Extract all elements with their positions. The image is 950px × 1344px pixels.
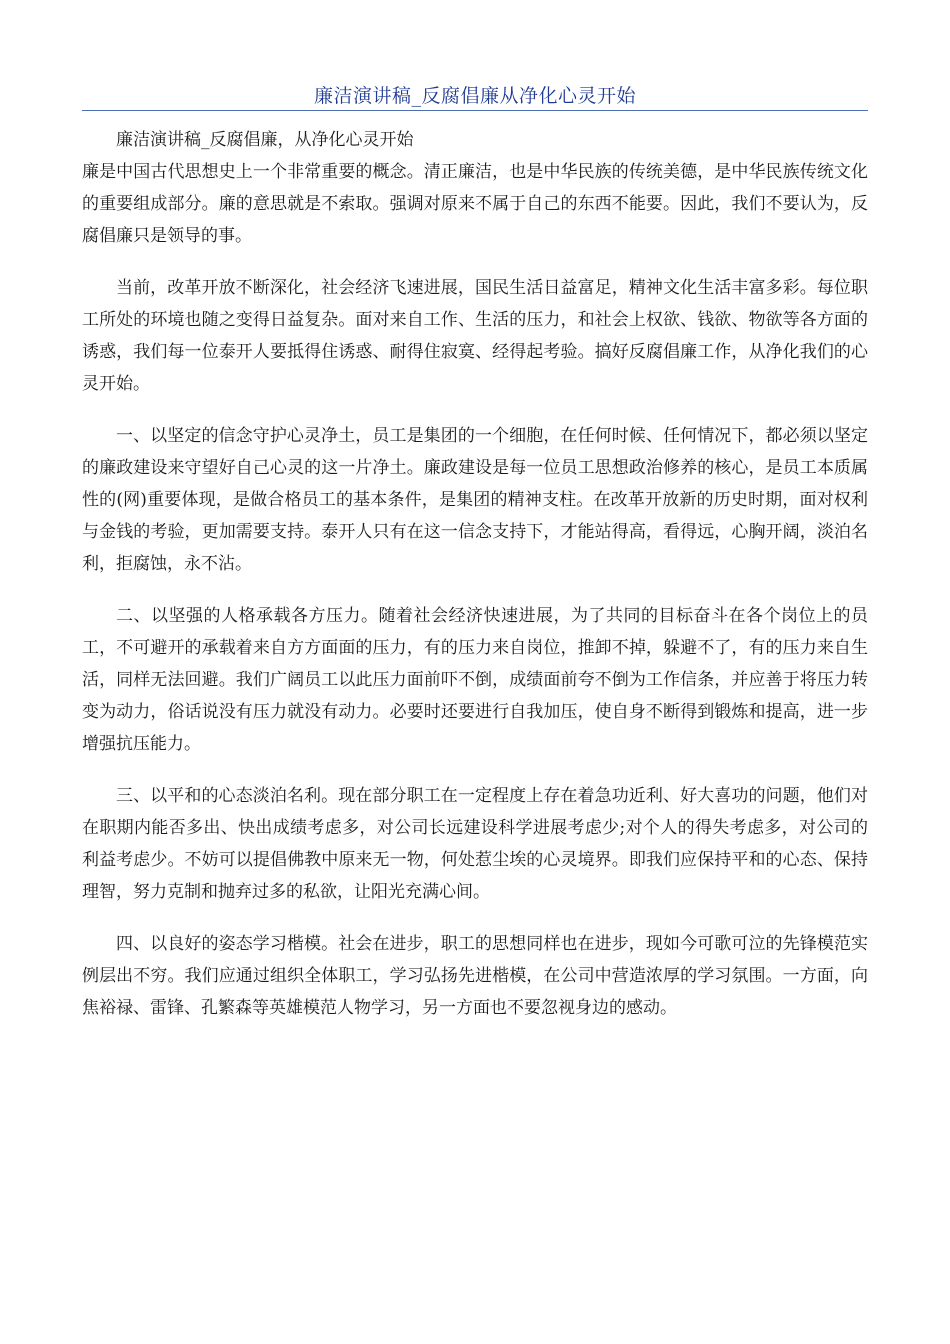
document-body xyxy=(82,124,868,1024)
page-header-title: 廉洁演讲稿_反腐倡廉从净化心灵开始 xyxy=(313,85,636,107)
document-subtitle: 廉洁演讲稿_反腐倡廉，从净化心灵开始 xyxy=(116,130,414,150)
header-divider xyxy=(82,110,868,111)
paragraph-point-one: 一、以坚定的信念守护心灵净土，员工是集团的一个细胞，在任何时候、任何情况下，都必须以坚定的廉政建设来守望好自己心灵的这一片净土。廉政建设是每一位员工思想政治修养的核心，是员工本质属性的(网)重要体现，是做合格员工的基本条件，是集团的精神支柱。在改革开放新的历史时期，面对权利与金钱的考验，更加需要支持。泰开人只有在这一信念支持下，才能站得高，看得远，心胸开阔，淡泊名利，拒腐蚀，永不沾。 xyxy=(82,426,868,574)
paragraph-point-two: 二、以坚强的人格承载各方压力。随着社会经济快速进展，为了共同的目标奋斗在各个岗位上的员工，不可避开的承载着来自方方面面的压力，有的压力来自岗位，推卸不掉，躲避不了，有的压力来自生活，同样无法回避。我们广阔员工以此压力面前吓不倒，成绩面前夸不倒为工作信条，并应善于将压力转变为动力，俗话说没有压力就没有动力。必要时还要进行自我加压，使自身不断得到锻炼和提高，进一步增强抗压能力。 xyxy=(82,606,868,754)
paragraph-intro: 廉是中国古代思想史上一个非常重要的概念。清正廉洁，也是中华民族的传统美德，是中华民族传统文化的重要组成部分。廉的意思就是不索取。强调对原来不属于自己的东西不能要。因此，我们不要认为，反腐倡廉只是领导的事。 xyxy=(82,162,868,246)
paragraph-point-three: 三、以平和的心态淡泊名利。现在部分职工在一定程度上存在着急功近利、好大喜功的问题，他们对在职期内能否多出、快出成绩考虑多，对公司长远建设科学进展考虑少;对个人的得失考虑多，对公司的利益考虑少。不妨可以提倡佛教中原来无一物，何处惹尘埃的心灵境界。即我们应保持平和的心态、保持理智，努力克制和抛弃过多的私欲，让阳光充满心间。 xyxy=(82,786,868,902)
paragraph-point-four: 四、以良好的姿态学习楷模。社会在进步，职工的思想同样也在进步，现如今可歌可泣的先锋模范实例层出不穷。我们应通过组织全体职工，学习弘扬先进楷模，在公司中营造浓厚的学习氛围。一方面，向焦裕禄、雷锋、孔繁森等英雄模范人物学习，另一方面也不要忽视身边的感动。 xyxy=(82,934,868,1018)
paragraph-context: 当前，改革开放不断深化，社会经济飞速进展，国民生活日益富足，精神文化生活丰富多彩。每位职工所处的环境也随之变得日益复杂。面对来自工作、生活的压力，和社会上权欲、钱欲、物欲等各方面的诱惑，我们每一位泰开人要抵得住诱惑、耐得住寂寞、经得起考验。搞好反腐倡廉工作，从净化我们的心灵开始。 xyxy=(82,278,868,394)
